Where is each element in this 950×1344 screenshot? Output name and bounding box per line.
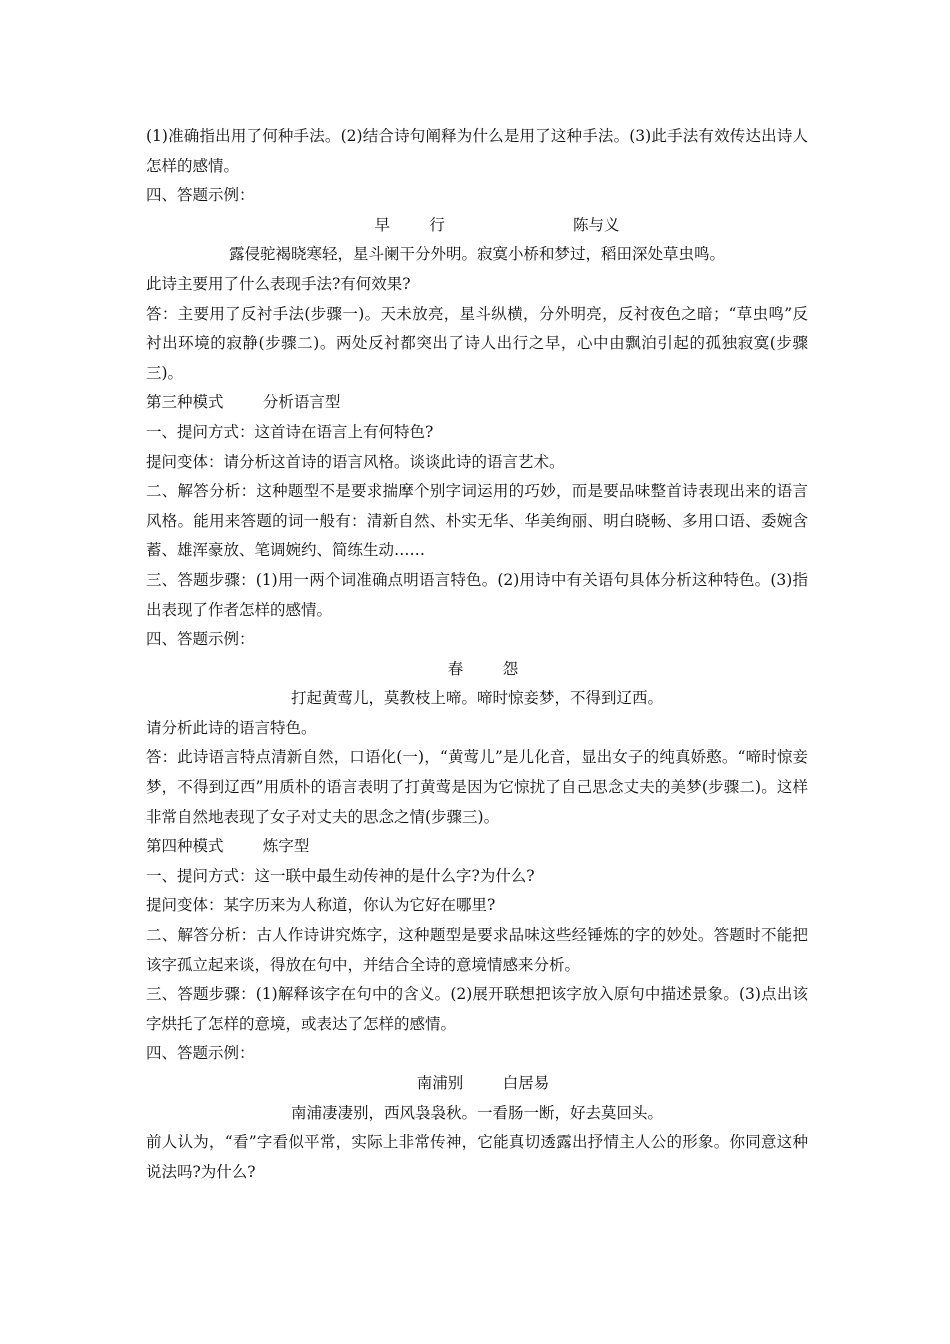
question-variant-paragraph: 提问变体：请分析这首诗的语言风格。谈谈此诗的语言艺术。: [146, 452, 565, 471]
analysis-paragraph: 二、解答分析：古人作诗讲究炼字，这种题型是要求品味这些经锤炼的字的妙处。答题时不能把该字孤立起来谈，得放在句中，并结合全诗的意境情感来分析。: [146, 926, 808, 974]
question-method-paragraph: 一、提问方式：这首诗在语言上有何特色?: [146, 422, 434, 441]
section-heading-example: 四、答题示例：: [146, 630, 255, 649]
answer-paragraph: 答：此诗语言特点清新自然，口语化(一)，“黄莺儿”是儿化音，显出女子的纯真娇憨。“啼时惊妾梦，不得到辽西”用质朴的语言表明了打黄莺是因为它惊扰了自己思念丈夫的美梦(步骤二)。这样非常自然地表现了女子对丈夫的思念之情(步骤三)。: [146, 748, 808, 826]
poem-text: 打起黄莺儿，莫教枝上啼。啼时惊妾梦，不得到辽西。: [290, 689, 663, 708]
analysis-paragraph: 二、解答分析：这种题型不是要求揣摩个别字词运用的巧妙，而是要品味整首诗表现出来的语言风格。能用来答题的词一般有：清新自然、朴实无华、华美绚丽、明白晓畅、多用口语、委婉含蓄、雄浑豪放、笔调婉约、简练生动……: [146, 482, 808, 560]
poem-title-author: 南浦别 白居易: [416, 1074, 550, 1092]
poem-title: 春 怨: [447, 659, 519, 678]
mode-heading: 第三种模式 分析语言型: [146, 393, 341, 412]
question-method-paragraph: 一、提问方式：这一联中最生动传神的是什么字?为什么?: [146, 866, 535, 885]
question-paragraph: 前人认为，“看”字看似平常，实际上非常传神，它能真切透露出抒情主人公的形象。你同意这种说法吗?为什么?: [146, 1133, 808, 1181]
poem-title-author: 早 行 陈与义: [374, 215, 620, 234]
mode-heading: 第四种模式 炼字型: [146, 837, 310, 856]
section-heading-example: 四、答题示例：: [146, 1044, 255, 1063]
step-list-paragraph: (1)准确指出用了何种手法。(2)结合诗句阐释为什么是用了这种手法。(3)此手法有效传达出诗人怎样的感情。: [146, 127, 808, 175]
question-variant-paragraph: 提问变体：某字历来为人称道，你认为它好在哪里?: [146, 896, 496, 915]
poem-text: 南浦凄凄别，西风袅袅秋。一看肠一断，好去莫回头。: [290, 1103, 663, 1122]
steps-paragraph: 三、答题步骤：(1)用一两个词准确点明语言特色。(2)用诗中有关语句具体分析这种特色。(3)指出表现了作者怎样的感情。: [146, 570, 808, 619]
section-heading-example: 四、答题示例：: [146, 186, 255, 205]
document-body: [146, 122, 808, 1187]
poem-text: 露侵驼褐晓寒轻，星斗阑干分外明。寂寞小桥和梦过，稻田深处草虫鸣。: [228, 245, 725, 264]
question-paragraph: 请分析此诗的语言特色。: [146, 718, 317, 737]
steps-paragraph: 三、答题步骤：(1)解释该字在句中的含义。(2)展开联想把该字放入原句中描述景象。(3)点出该字烘托了怎样的意境，或表达了怎样的感情。: [146, 985, 808, 1033]
answer-paragraph: 答：主要用了反衬手法(步骤一)。天未放亮，星斗纵横，分外明亮，反衬夜色之暗；“草虫鸣”反衬出环境的寂静(步骤二)。两处反衬都突出了诗人出行之早，心中由飘泊引起的孤独寂寞(步骤三)。: [146, 304, 808, 382]
question-paragraph: 此诗主要用了什么表现手法?有何效果?: [146, 274, 411, 293]
